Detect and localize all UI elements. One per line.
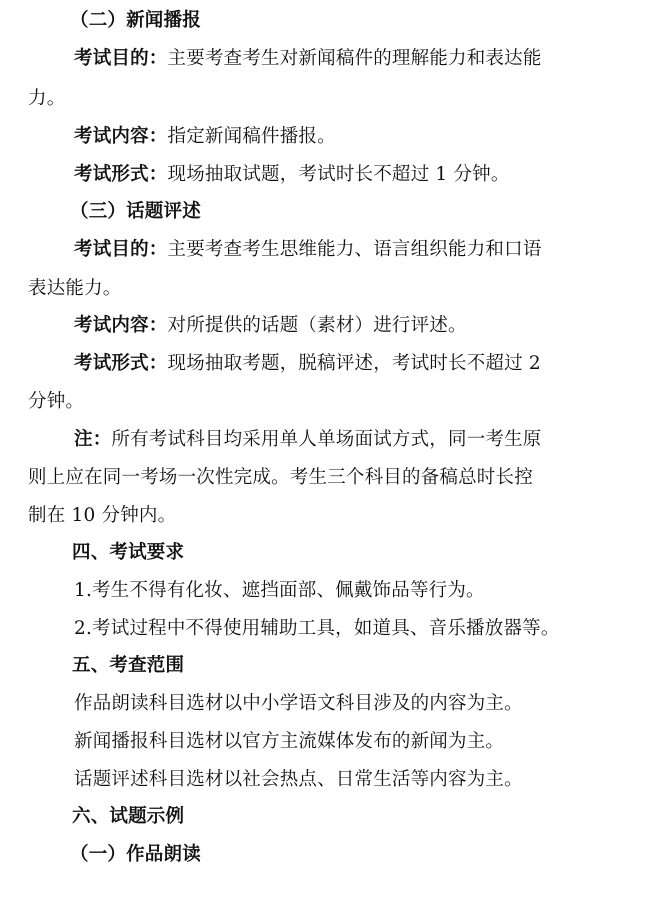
body-text: 现场抽取试题，考试时长不超过 1 分钟。: [167, 164, 510, 185]
heading-text: （三）话题评述: [70, 201, 201, 222]
body-text: 作品朗读科目选材以中小学语文科目涉及的内容为主。: [74, 693, 523, 714]
paragraph-line: [0, 240, 654, 260]
label-text: 考试形式：: [74, 164, 168, 185]
body-text: 对所提供的话题（素材）进行评述。: [167, 315, 467, 336]
paragraph-line: [0, 468, 654, 488]
label-text: 考试目的：: [74, 239, 168, 260]
paragraph-line: [0, 354, 654, 374]
body-text: 1.考生不得有化妆、遮挡面部、佩戴饰品等行为。: [74, 580, 485, 601]
list-item: [0, 581, 654, 601]
label-text: 考试目的：: [74, 48, 168, 69]
paragraph-line: [0, 49, 654, 69]
body-text: 表达能力。: [28, 278, 122, 299]
heading-text: （二）新闻播报: [70, 10, 201, 31]
section-heading-exam-requirements: [0, 543, 654, 563]
subsection-heading-work-reading: [0, 845, 654, 865]
paragraph-line: [0, 392, 654, 412]
paragraph-line: [0, 430, 654, 450]
body-text: 则上应在同一考场一次性完成。考生三个科目的备稿总时长控: [28, 467, 533, 488]
paragraph-line: [0, 694, 654, 714]
label-text: 考试内容：: [74, 126, 168, 147]
label-text: 考试形式：: [74, 353, 168, 374]
heading-text: 四、考试要求: [72, 542, 185, 563]
body-text: 指定新闻稿件播报。: [167, 126, 336, 147]
paragraph-line: [0, 316, 654, 336]
body-text: 所有考试科目均采用单人单场面试方式，同一考生原: [111, 429, 542, 450]
list-item: [0, 619, 654, 639]
body-text: 主要考查考生思维能力、语言组织能力和口语: [167, 239, 542, 260]
label-text: 考试内容：: [74, 315, 168, 336]
body-text: 分钟。: [28, 391, 85, 412]
heading-text: 五、考查范围: [72, 655, 185, 676]
body-text: 新闻播报科目选材以官方主流媒体发布的新闻为主。: [74, 731, 505, 752]
body-text: 力。: [28, 88, 66, 109]
subsection-heading-topic-commentary: [0, 202, 654, 222]
body-text: 话题评述科目选材以社会热点、日常生活等内容为主。: [74, 769, 523, 790]
body-text: 制在 10 分钟内。: [28, 505, 177, 526]
paragraph-line: [0, 89, 654, 109]
paragraph-line: [0, 165, 654, 185]
heading-text: 六、试题示例: [72, 806, 185, 827]
body-text: 现场抽取考题，脱稿评述，考试时长不超过 2: [167, 353, 541, 374]
subsection-heading-news-broadcast: [0, 11, 654, 31]
paragraph-line: [0, 127, 654, 147]
section-heading-exam-scope: [0, 656, 654, 676]
paragraph-line: [0, 732, 654, 752]
body-text: 2.考试过程中不得使用辅助工具，如道具、音乐播放器等。: [74, 618, 560, 639]
section-heading-sample-questions: [0, 807, 654, 827]
body-text: 主要考查考生对新闻稿件的理解能力和表达能: [167, 48, 542, 69]
paragraph-line: [0, 506, 654, 526]
paragraph-line: [0, 770, 654, 790]
paragraph-line: [0, 279, 654, 299]
label-text: 注：: [74, 429, 112, 450]
heading-text: （一）作品朗读: [70, 844, 201, 865]
